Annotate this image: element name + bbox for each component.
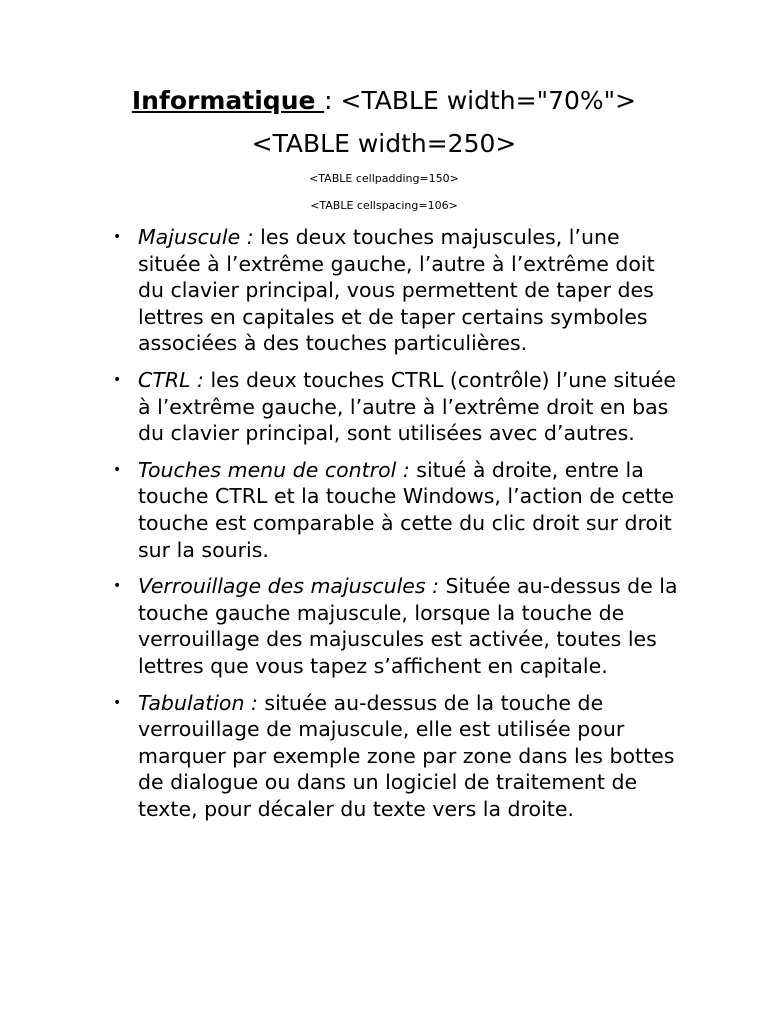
bullet-list	[0, 224, 768, 832]
title-rest: : <TABLE width="70%">	[324, 86, 637, 115]
note-cellspacing: <TABLE cellspacing=106>	[310, 199, 458, 212]
list-item-tabulation	[0, 690, 683, 823]
item-text: les deux touches majuscules, l’une située à l’extrême gauche, l’autre à l’extrême doit du clavier principal, vous permettent de taper des lettres en capitales et de taper certains symboles associées à des touches particulières.	[138, 225, 655, 356]
bullet-icon: •	[113, 694, 122, 711]
list-item-majuscule	[0, 224, 683, 357]
note-cellpadding: <TABLE cellpadding=150>	[309, 172, 459, 185]
item-term: Tabulation :	[138, 690, 265, 715]
bullet-icon: •	[113, 461, 122, 478]
item-term: Touches menu de control :	[138, 457, 417, 482]
item-text: Située au-dessus de la touche gauche majuscule, lorsque la touche de verrouillage des majuscules est activée, toutes les lettres que vous tapez s’affichent en capitale.	[138, 574, 678, 678]
item-term: Majuscule :	[138, 225, 261, 249]
title-word: Informatique	[131, 86, 325, 115]
list-item-verrouillage	[0, 573, 683, 679]
page-subtitle: <TABLE width=250>	[251, 129, 517, 158]
list-item-menu-control	[0, 457, 683, 563]
page-title	[0, 84, 768, 118]
bullet-icon: •	[113, 371, 122, 388]
bullet-icon: •	[113, 229, 122, 245]
item-term: CTRL :	[138, 367, 211, 392]
item-text: située au-dessus de la touche de verrouillage de majuscule, elle est utilisée pour marquer par exemple zone par zone dans les bottes de dialogue ou dans un logiciel de traitement de texte, pour décaler du texte vers la droite.	[138, 690, 675, 821]
list-item-ctrl	[0, 367, 683, 447]
bullet-icon: •	[113, 578, 122, 595]
item-text: situé à droite, entre la touche CTRL et la touche Windows, l’action de cette touche est comparable à cette du clic droit sur droit sur la souris.	[138, 457, 674, 562]
item-text: les deux touches CTRL (contrôle) l’une située à l’extrême gauche, l’autre à l’extrême droit en bas du clavier principal, sont utilisées avec d’autres.	[138, 367, 677, 446]
item-term: Verrouillage des majuscules :	[138, 574, 446, 599]
